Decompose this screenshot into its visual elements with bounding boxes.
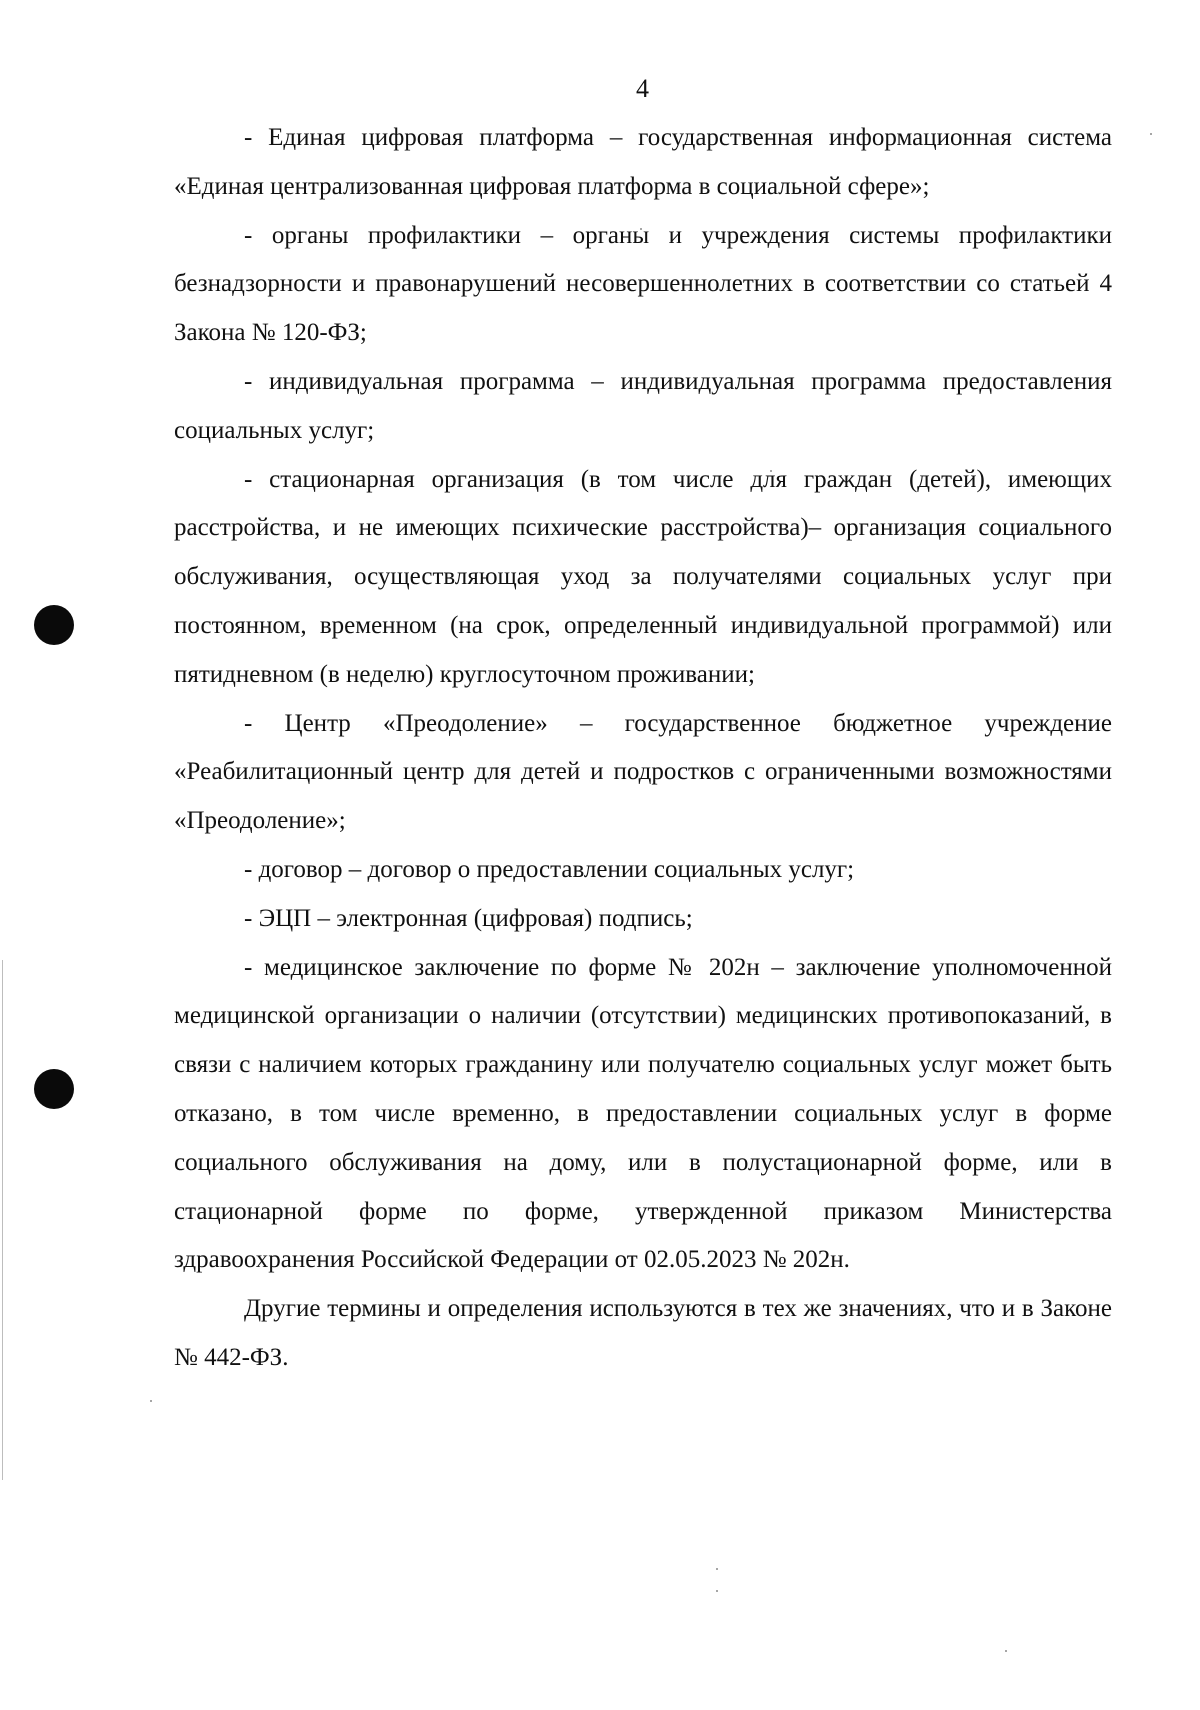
scan-speck bbox=[1150, 133, 1152, 135]
definition-center-preodolenie: - Центр «Преодоление» – государственное бюджетное учреждение «Реабилитационный центр для детей и подростков с ограниченными возможностями «Преодоление»; bbox=[174, 709, 1112, 835]
punch-hole bbox=[34, 1069, 74, 1109]
scan-speck bbox=[716, 1590, 718, 1592]
punch-hole bbox=[34, 605, 74, 645]
document-body bbox=[174, 114, 1112, 1383]
definition-medical-certificate: - медицинское заключение по форме № 202н – заключение уполномоченной медицинской организации о наличии (отсутствии) медицинских противопоказаний, в связи с наличием которых гражданину или получателю социальных услуг может быть отказано, в том числе временно, в предоставлении социальных услуг в форме социального обслуживания на дому, или в полустационарной форме, или в стационарной форме по форме, утвержденной приказом Министерства здравоохранения Российской Федерации от 02.05.2023 № 202н. bbox=[174, 953, 1112, 1274]
definition-prevention-bodies: - органы профилактики – органы и учреждения системы профилактики безнадзорности и правонарушений несовершеннолетних в соответствии со статьей 4 Закона № 120-ФЗ; bbox=[174, 221, 1112, 347]
scan-speck bbox=[716, 1568, 718, 1570]
definition-inpatient-organization: - стационарная организация (в том числе для граждан (детей), имеющих расстройства, и не имеющих психические расстройства)– организация социального обслуживания, осуществляющая уход за получателями социальных услуг при постоянном, временном (на срок, определенный индивидуальной программой) или пятидневном (в неделю) круглосуточном проживании; bbox=[174, 465, 1112, 688]
definition-individual-program: - индивидуальная программа – индивидуальная программа предоставления социальных услуг; bbox=[174, 367, 1112, 444]
scan-speck bbox=[150, 1400, 152, 1402]
definition-electronic-signature: - ЭЦП – электронная (цифровая) подпись; bbox=[244, 904, 693, 932]
closing-paragraph: Другие термины и определения используются в тех же значениях, что и в Законе № 442-ФЗ. bbox=[174, 1295, 1112, 1371]
definition-contract: - договор – договор о предоставлении социальных услуг; bbox=[244, 855, 855, 883]
scan-edge-line bbox=[2, 960, 3, 1480]
definition-unified-digital-platform: - Единая цифровая платформа – государственная информационная система «Единая централизованная цифровая платформа в социальной сфере»; bbox=[174, 124, 1112, 200]
scan-speck bbox=[1005, 1650, 1007, 1652]
page-number: 4 bbox=[636, 74, 649, 103]
